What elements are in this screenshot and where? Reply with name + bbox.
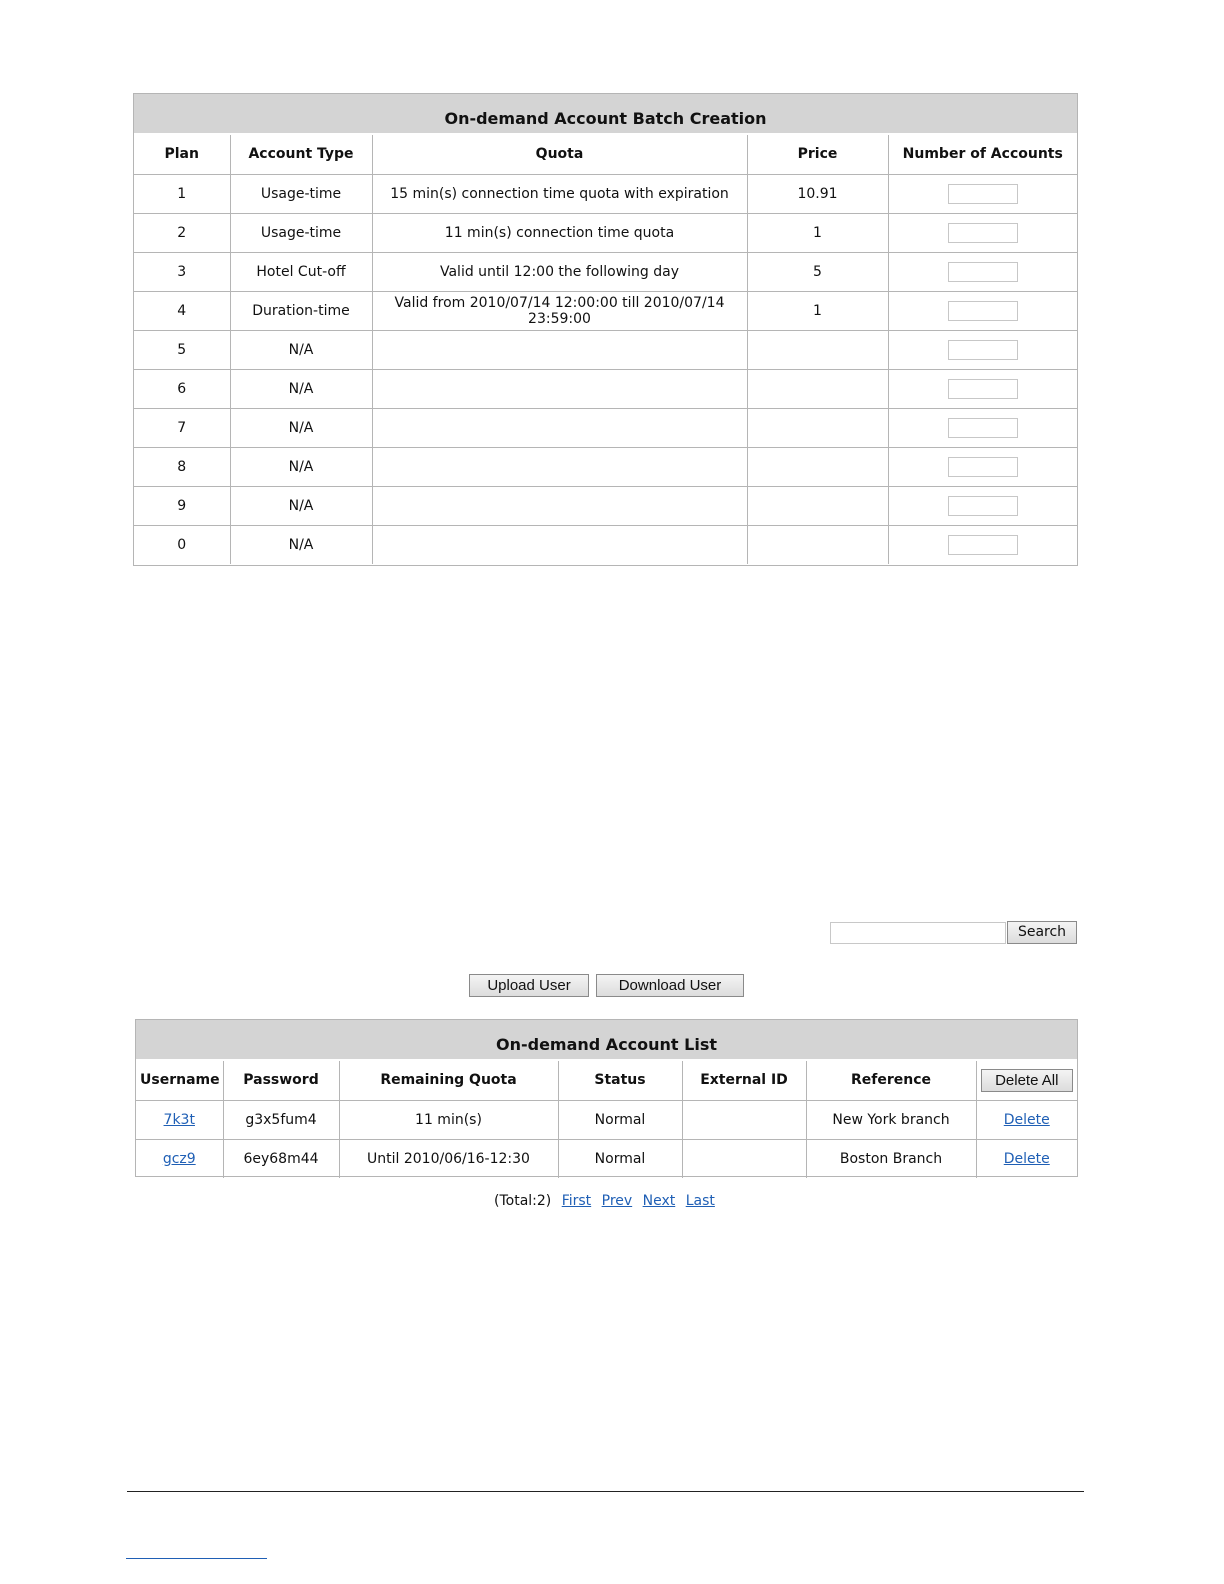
- number-of-accounts-cell: [888, 369, 1077, 408]
- pager-prev-link[interactable]: Prev: [601, 1193, 633, 1209]
- table-row: [134, 174, 1077, 213]
- pager-first-link[interactable]: First: [561, 1193, 592, 1209]
- batch-creation-table: [134, 135, 1077, 564]
- plan-cell: 9: [134, 486, 230, 525]
- column-header-password: Password: [223, 1061, 339, 1100]
- column-header-status: Status: [558, 1061, 682, 1100]
- reference-cell: New York branch: [806, 1100, 976, 1139]
- password-cell: g3x5fum4: [223, 1100, 339, 1139]
- total-count: (Total:2): [494, 1193, 552, 1209]
- number-of-accounts-input[interactable]: [948, 535, 1018, 555]
- table-row: [134, 291, 1077, 330]
- number-of-accounts-cell: [888, 486, 1077, 525]
- footer-divider: [127, 1491, 1084, 1492]
- plan-cell: 5: [134, 330, 230, 369]
- quota-cell: [372, 525, 747, 564]
- delete-all-button[interactable]: Delete All: [981, 1069, 1073, 1092]
- account-type-cell: N/A: [230, 525, 372, 564]
- column-header-remaining-quota: Remaining Quota: [339, 1061, 558, 1100]
- quota-cell: [372, 330, 747, 369]
- price-cell: [747, 525, 888, 564]
- batch-header-row: [134, 135, 1077, 174]
- plan-cell: 7: [134, 408, 230, 447]
- batch-creation-title: On-demand Account Batch Creation: [134, 94, 1077, 135]
- account-type-cell: Hotel Cut-off: [230, 252, 372, 291]
- pager-last-link[interactable]: Last: [685, 1193, 715, 1209]
- number-of-accounts-input[interactable]: [948, 184, 1018, 204]
- number-of-accounts-cell: [888, 291, 1077, 330]
- price-cell: 10.91: [747, 174, 888, 213]
- number-of-accounts-input[interactable]: [948, 223, 1018, 243]
- number-of-accounts-cell: [888, 408, 1077, 447]
- delete-link[interactable]: Delete: [1003, 1111, 1050, 1128]
- account-type-cell: N/A: [230, 408, 372, 447]
- number-of-accounts-input[interactable]: [948, 379, 1018, 399]
- delete-cell: [976, 1100, 1077, 1139]
- table-row: [134, 447, 1077, 486]
- download-user-button[interactable]: Download User: [596, 974, 744, 997]
- plan-cell: 0: [134, 525, 230, 564]
- quota-cell: Valid until 12:00 the following day: [372, 252, 747, 291]
- table-row: [134, 525, 1077, 564]
- quota-cell: [372, 408, 747, 447]
- remaining-quota-cell: Until 2010/06/16-12:30: [339, 1139, 558, 1178]
- price-cell: 1: [747, 213, 888, 252]
- account-type-cell: N/A: [230, 369, 372, 408]
- table-row: [136, 1139, 1077, 1178]
- number-of-accounts-cell: [888, 174, 1077, 213]
- remaining-quota-cell: 11 min(s): [339, 1100, 558, 1139]
- search-button[interactable]: Search: [1007, 921, 1077, 944]
- number-of-accounts-cell: [888, 525, 1077, 564]
- reference-cell: Boston Branch: [806, 1139, 976, 1178]
- price-cell: [747, 330, 888, 369]
- external-id-cell: [682, 1139, 806, 1178]
- column-header-price: Price: [747, 135, 888, 174]
- number-of-accounts-input[interactable]: [948, 457, 1018, 477]
- column-header-number-of-accounts: Number of Accounts: [888, 135, 1077, 174]
- column-header-plan: Plan: [134, 135, 230, 174]
- price-cell: [747, 486, 888, 525]
- column-header-username: Username: [136, 1061, 223, 1100]
- search-input[interactable]: [830, 922, 1006, 944]
- price-cell: 1: [747, 291, 888, 330]
- table-row: [134, 252, 1077, 291]
- account-type-cell: Usage-time: [230, 174, 372, 213]
- username-cell: [136, 1139, 223, 1178]
- plan-cell: 3: [134, 252, 230, 291]
- number-of-accounts-input[interactable]: [948, 496, 1018, 516]
- number-of-accounts-cell: [888, 213, 1077, 252]
- upload-user-button[interactable]: Upload User: [469, 974, 589, 997]
- number-of-accounts-input[interactable]: [948, 418, 1018, 438]
- username-link[interactable]: 7k3t: [163, 1111, 195, 1128]
- table-row: [136, 1100, 1077, 1139]
- account-list-table: [136, 1061, 1077, 1178]
- column-header-external-id: External ID: [682, 1061, 806, 1100]
- pagination: [494, 1193, 715, 1209]
- account-list-title: On-demand Account List: [136, 1020, 1077, 1061]
- column-header-reference: Reference: [806, 1061, 976, 1100]
- number-of-accounts-input[interactable]: [948, 301, 1018, 321]
- password-cell: 6ey68m44: [223, 1139, 339, 1178]
- delete-cell: [976, 1139, 1077, 1178]
- pager-next-link[interactable]: Next: [642, 1193, 676, 1209]
- delete-all-cell: [976, 1061, 1077, 1100]
- batch-creation-panel: [133, 93, 1078, 566]
- plan-cell: 4: [134, 291, 230, 330]
- account-type-cell: N/A: [230, 486, 372, 525]
- plan-cell: 1: [134, 174, 230, 213]
- price-cell: 5: [747, 252, 888, 291]
- plan-cell: 2: [134, 213, 230, 252]
- account-type-cell: Usage-time: [230, 213, 372, 252]
- account-type-cell: N/A: [230, 447, 372, 486]
- account-list-panel: [135, 1019, 1078, 1177]
- account-type-cell: Duration-time: [230, 291, 372, 330]
- username-cell: [136, 1100, 223, 1139]
- table-row: [134, 330, 1077, 369]
- quota-cell: [372, 486, 747, 525]
- table-row: [134, 408, 1077, 447]
- number-of-accounts-cell: [888, 330, 1077, 369]
- username-link[interactable]: gcz9: [162, 1150, 196, 1167]
- quota-cell: 15 min(s) connection time quota with expiration: [372, 174, 747, 213]
- list-header-row: [136, 1061, 1077, 1100]
- quota-cell: [372, 447, 747, 486]
- price-cell: [747, 408, 888, 447]
- footer-link-underline: [126, 1558, 267, 1559]
- table-row: [134, 486, 1077, 525]
- number-of-accounts-cell: [888, 447, 1077, 486]
- price-cell: [747, 369, 888, 408]
- plan-cell: 8: [134, 447, 230, 486]
- price-cell: [747, 447, 888, 486]
- plan-cell: 6: [134, 369, 230, 408]
- status-cell: Normal: [558, 1100, 682, 1139]
- quota-cell: 11 min(s) connection time quota: [372, 213, 747, 252]
- quota-cell: [372, 369, 747, 408]
- number-of-accounts-input[interactable]: [948, 262, 1018, 282]
- table-row: [134, 369, 1077, 408]
- delete-link[interactable]: Delete: [1003, 1150, 1050, 1167]
- table-row: [134, 213, 1077, 252]
- status-cell: Normal: [558, 1139, 682, 1178]
- column-header-account-type: Account Type: [230, 135, 372, 174]
- quota-cell: Valid from 2010/07/14 12:00:00 till 2010/07/14 23:59:00: [372, 291, 747, 330]
- number-of-accounts-cell: [888, 252, 1077, 291]
- column-header-quota: Quota: [372, 135, 747, 174]
- account-type-cell: N/A: [230, 330, 372, 369]
- external-id-cell: [682, 1100, 806, 1139]
- number-of-accounts-input[interactable]: [948, 340, 1018, 360]
